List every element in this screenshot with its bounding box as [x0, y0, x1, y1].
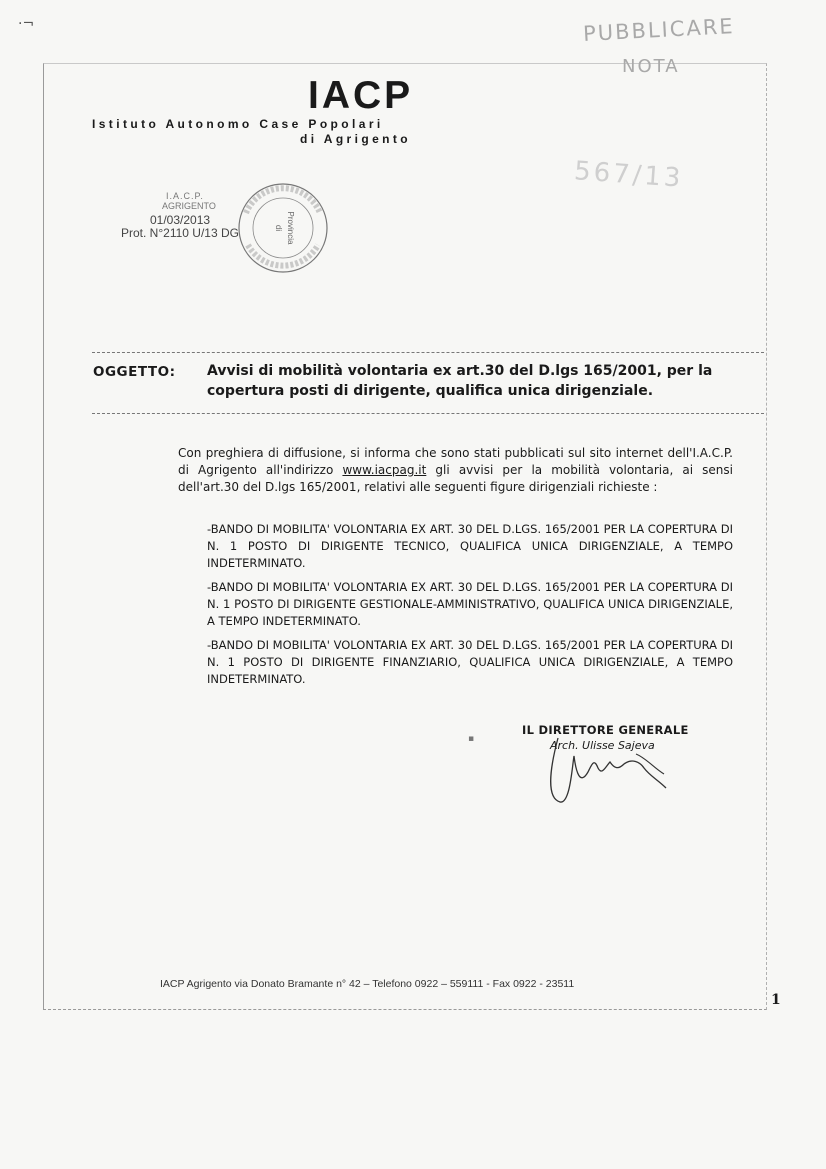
bando-item-finanziario: -BANDO DI MOBILITA' VOLONTARIA EX ART. 30 DEL D.LGS. 165/2001 PER LA COPERTURA DI N. 1 POSTO DI DIRIGENTE FINANZIARIO, QUALIFICA UNICA DIRIGENZIALE, A TEMPO INDETERMINATO.	[207, 638, 733, 686]
protocol-date: 01/03/2013	[150, 213, 211, 227]
handwritten-note-publish: PUBBLICARE	[582, 14, 736, 46]
website-link[interactable]: www.iacpag.it	[342, 463, 427, 477]
org-name-line2: di Agrigento	[300, 132, 412, 146]
subject-bottom-rule	[92, 413, 764, 414]
subject-label: OGGETTO:	[93, 364, 176, 380]
scan-mark: ·¬	[18, 16, 35, 32]
intro-text-part2: gli avvisi per la mobilità volontaria, ai sensi dell'art.30 del D.lgs 165/2001, relativi alle seguenti figure dirigenziali richieste :	[178, 463, 733, 494]
subject-top-rule	[92, 352, 764, 353]
handwritten-note-nota: NOTA	[622, 56, 680, 77]
scan-speck: ▪	[468, 734, 475, 744]
signatory-name: Arch. Ulisse Sajeva	[550, 739, 655, 752]
page-number: 1	[771, 992, 781, 1008]
protocol-number: Prot. N°2110 U/13 DG	[121, 226, 239, 240]
body-intro-paragraph	[178, 445, 733, 496]
subject-text: Avvisi di mobilità volontaria ex art.30 del D.lgs 165/2001, per la copertura posti di dirigente, qualifica unica dirigenziale.	[207, 363, 713, 399]
protocol-city: AGRIGENTO	[162, 201, 216, 211]
svg-text:Provincia: Provincia	[286, 211, 295, 245]
org-name-line1: Istituto Autonomo Case Popolari	[92, 117, 384, 131]
official-stamp-seal	[228, 183, 338, 273]
bando-item-tecnico: -BANDO DI MOBILITA' VOLONTARIA EX ART. 30 DEL D.LGS. 165/2001 PER LA COPERTURA DI N. 1 POSTO DI DIRIGENTE TECNICO, QUALIFICA UNICA DIRIGENZIALE, A TEMPO INDETERMINATO.	[207, 522, 733, 570]
handwritten-note-number: 567/13	[573, 156, 685, 194]
footer-address: IACP Agrigento via Donato Bramante n° 42 – Telefono 0922 – 559111 - Fax 0922 - 23511	[160, 978, 575, 990]
protocol-institute: I.A.C.P.	[166, 191, 204, 201]
svg-text:di: di	[274, 224, 283, 232]
bando-item-gestionale: -BANDO DI MOBILITA' VOLONTARIA EX ART. 30 DEL D.LGS. 165/2001 PER LA COPERTURA DI N. 1 POSTO DI DIRIGENTE GESTIONALE-AMMINISTRATIVO, QUALIFICA UNICA DIRIGENZIALE, A TEMPO INDETERMINATO.	[207, 580, 733, 628]
iacp-logo: IACP	[308, 74, 414, 117]
intro-text-part1: Con preghiera di diffusione, si informa che sono stati pubblicati sul sito internet dell'I.A.C.P. di Agrigento all'indirizzo	[178, 446, 733, 477]
signatory-title: IL DIRETTORE GENERALE	[522, 723, 689, 737]
